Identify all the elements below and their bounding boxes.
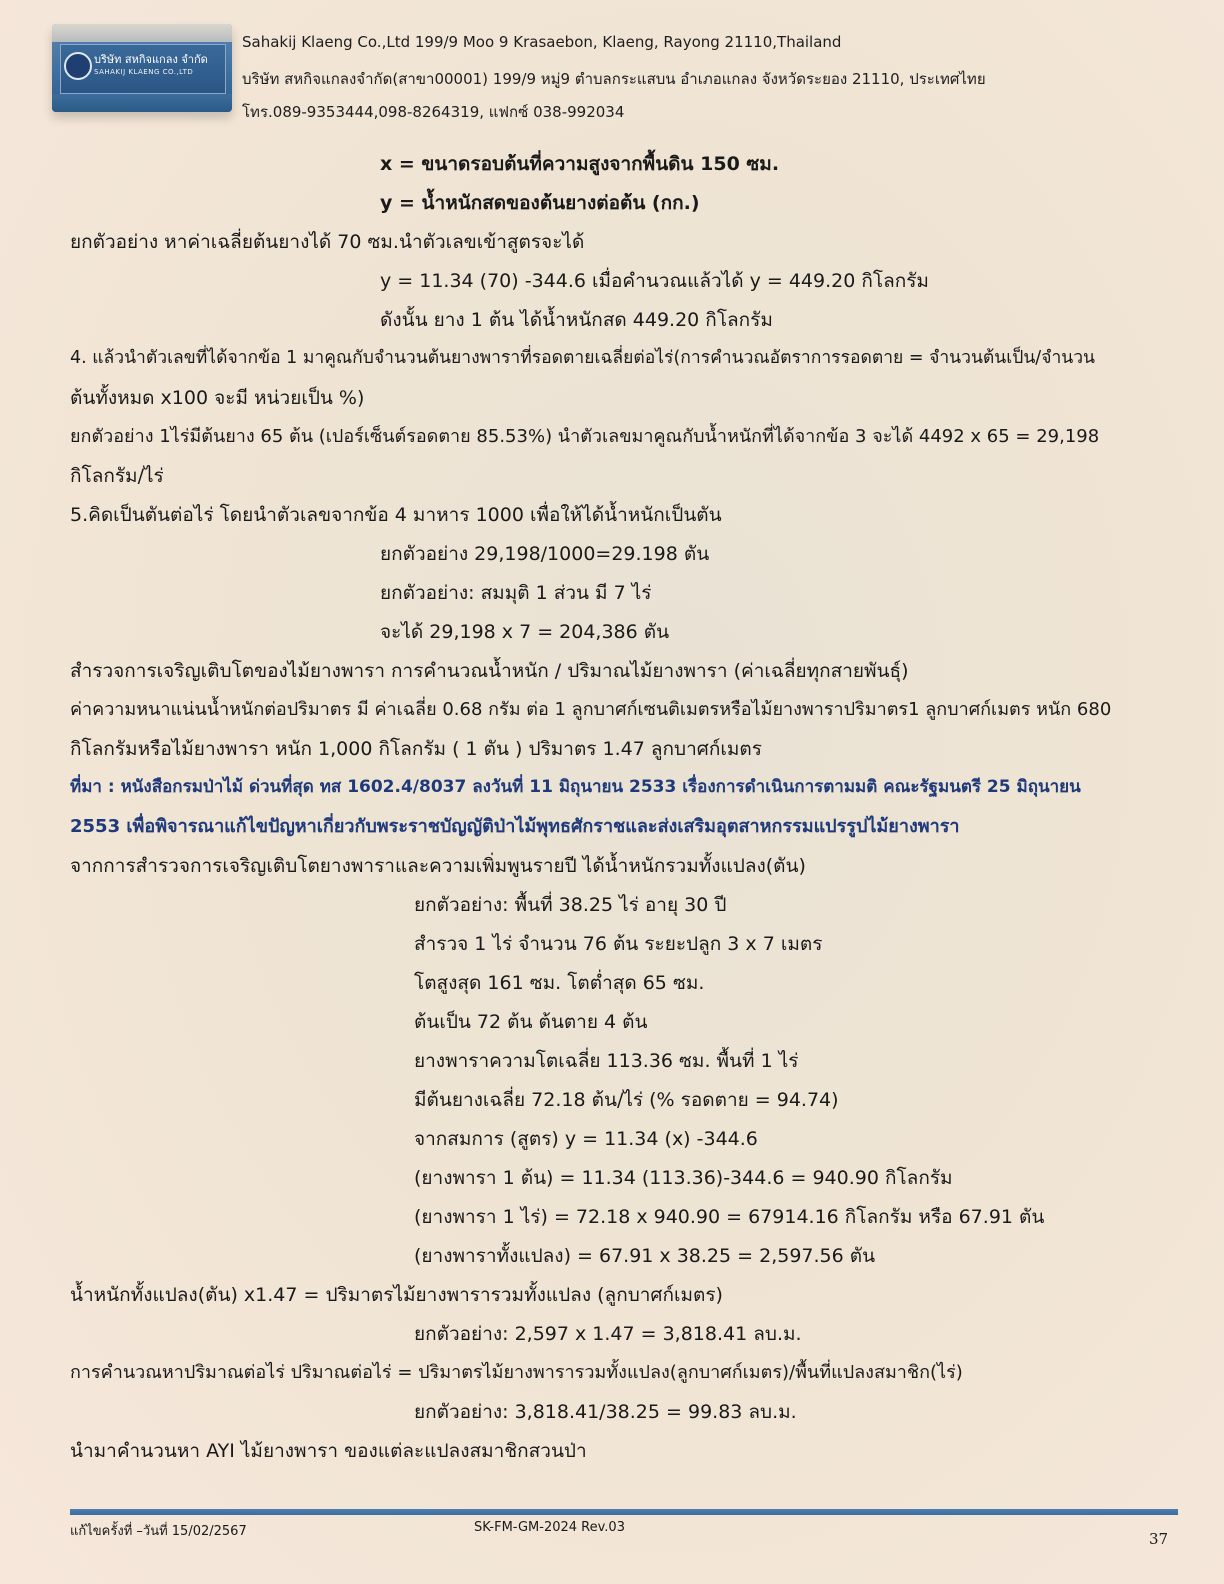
header-company-th: บริษัท สหกิจแกลงจำกัด(สาขา00001) 199/9 หมู่9 ตำบลกระแสบน อำเภอแกลง จังหวัดระยอง 21110, ประเทศไทย — [242, 70, 986, 88]
source-reference: ที่มา : หนังสือกรมป่าไม้ ด่วนที่สุด ทส 1602.4/8037 ลงวันที่ 11 มิถุนายน 2533 เรื่องการดำเนินการตามมติ คณะรัฐมนตรี 25 มิถุนายน — [70, 777, 1081, 797]
body-line: การคำนวณหาปริมาณต่อไร่ ปริมาณต่อไร่ = ปริมาตรไม้ยางพารารวมทั้งแปลง(ลูกบาศก์เมตร)/พื้นที่แปลงสมาชิก(ไร่) — [70, 1362, 963, 1383]
header-company-en: Sahakij Klaeng Co.,Ltd 199/9 Moo 9 Krasaebon, Klaeng, Rayong 21110,Thailand — [242, 33, 842, 51]
body-line: ยางพาราความโตเฉลี่ย 113.36 ซม. พื้นที่ 1 ไร่ — [414, 1050, 799, 1072]
body-line: จากสมการ (สูตร) y = 11.34 (x) -344.6 — [414, 1128, 758, 1150]
body-line: กิโลกรัม/ไร่ — [70, 465, 164, 487]
footer-divider — [70, 1509, 1178, 1515]
body-line: มีต้นยางเฉลี่ย 72.18 ต้น/ไร่ (% รอดตาย = 94.74) — [414, 1089, 839, 1111]
body-line: ต้นทั้งหมด x100 จะมี หน่วยเป็น %) — [70, 387, 365, 409]
body-line: (ยางพาราทั้งแปลง) = 67.91 x 38.25 = 2,597.56 ตัน — [414, 1245, 876, 1267]
body-line: กิโลกรัมหรือไม้ยางพารา หนัก 1,000 กิโลกรัม ( 1 ตัน ) ปริมาตร 1.47 ลูกบาศก์เมตร — [70, 738, 762, 760]
logo-text-en: SAHAKIJ KLAENG CO.,LTD — [94, 68, 194, 76]
body-line: x = ขนาดรอบต้นที่ความสูงจากพื้นดิน 150 ซม. — [380, 153, 780, 175]
body-line: จากการสำรวจการเจริญเติบโตยางพาราและความเพิ่มพูนรายปี ได้น้ำหนักรวมทั้งแปลง(ตัน) — [70, 855, 806, 877]
body-line: สำรวจ 1 ไร่ จำนวน 76 ต้น ระยะปลูก 3 x 7 เมตร — [414, 933, 823, 955]
body-line: ยกตัวอย่าง หาค่าเฉลี่ยต้นยางได้ 70 ซม.นำตัวเลขเข้าสูตรจะได้ — [70, 231, 585, 253]
body-line: (ยางพารา 1 ไร่) = 72.18 x 940.90 = 67914.16 กิโลกรัม หรือ 67.91 ตัน — [414, 1206, 1045, 1228]
body-line: ยกตัวอย่าง 29,198/1000=29.198 ตัน — [380, 543, 710, 565]
body-line: ยกตัวอย่าง: สมมุติ 1 ส่วน มี 7 ไร่ — [380, 582, 652, 604]
page-number: 37 — [1149, 1530, 1169, 1548]
footer-doc-code: SK-FM-GM-2024 Rev.03 — [474, 1520, 625, 1535]
footer-revision: แก้ไขครั้งที่ –วันที่ 15/02/2567 — [70, 1524, 247, 1539]
body-line: จะได้ 29,198 x 7 = 204,386 ตัน — [380, 621, 670, 643]
body-line: ดังนั้น ยาง 1 ต้น ได้น้ำหนักสด 449.20 กิโลกรัม — [380, 309, 773, 331]
body-line: y = 11.34 (70) -344.6 เมื่อคำนวณแล้วได้ y = 449.20 กิโลกรัม — [380, 270, 929, 292]
logo-sign-base — [52, 94, 232, 112]
body-line: สำรวจการเจริญเติบโตของไม้ยางพารา การคำนวณน้ำหนัก / ปริมาณไม้ยางพารา (ค่าเฉลี่ยทุกสายพันธุ์) — [70, 660, 909, 682]
body-line: 4. แล้วนำตัวเลขที่ได้จากข้อ 1 มาคูณกับจำนวนต้นยางพาราที่รอดตายเฉลี่ยต่อไร่(การคำนวณอัตราการรอดตาย = จำนวนต้นเป็น/จำนวน — [70, 348, 1096, 368]
body-line: y = น้ำหนักสดของต้นยางต่อต้น (กก.) — [380, 192, 700, 214]
body-line: ค่าความหนาแน่นน้ำหนักต่อปริมาตร มี ค่าเฉลี่ย 0.68 กรัม ต่อ 1 ลูกบาศก์เซนติเมตรหรือไม้ยางพาราปริมาตร1 ลูกบาศก์เมตร หนัก 680 — [70, 699, 1112, 720]
body-line: ยกตัวอย่าง: พื้นที่ 38.25 ไร่ อายุ 30 ปี — [414, 894, 727, 916]
body-line: นำมาคำนวนหา AYI ไม้ยางพารา ของแต่ละแปลงสมาชิกสวนป่า — [70, 1440, 587, 1462]
body-line: ต้นเป็น 72 ต้น ต้นตาย 4 ต้น — [414, 1011, 648, 1033]
header-contact: โทร.089-9353444,098-8264319, แฟกซ์ 038-992034 — [242, 103, 625, 121]
body-line: ยกตัวอย่าง 1ไร่มีต้นยาง 65 ต้น (เปอร์เซ็นต์รอดตาย 85.53%) นำตัวเลขมาคูณกับน้ำหนักที่ได้จากข้อ 3 จะได้ 4492 x 65 = 29,198 — [70, 426, 1100, 447]
company-logo — [52, 24, 232, 112]
body-line: ยกตัวอย่าง: 3,818.41/38.25 = 99.83 ลบ.ม. — [414, 1401, 797, 1423]
body-line: น้ำหนักทั้งแปลง(ตัน) x1.47 = ปริมาตรไม้ยางพารารวมทั้งแปลง (ลูกบาศก์เมตร) — [70, 1284, 723, 1306]
logo-text-th: บริษัท สหกิจแกลง จำกัด — [94, 53, 208, 66]
logo-seal-icon — [64, 52, 92, 80]
source-reference: 2553 เพื่อพิจารณาแก้ไขปัญหาเกี่ยวกับพระราชบัญญัติป่าไม้พุทธศักราชและส่งเสริมอุตสาหกรรมแปรรูปไม้ยางพารา — [70, 816, 960, 837]
body-line: 5.คิดเป็นตันต่อไร่ โดยนำตัวเลขจากข้อ 4 มาหาร 1000 เพื่อให้ได้น้ำหนักเป็นตัน — [70, 504, 722, 526]
body-line: (ยางพารา 1 ต้น) = 11.34 (113.36)-344.6 = 940.90 กิโลกรัม — [414, 1167, 953, 1189]
body-line: ยกตัวอย่าง: 2,597 x 1.47 = 3,818.41 ลบ.ม. — [414, 1323, 802, 1345]
logo-sign-top — [52, 24, 232, 42]
body-line: โตสูงสุด 161 ซม. โตต่ำสุด 65 ซม. — [414, 972, 705, 994]
